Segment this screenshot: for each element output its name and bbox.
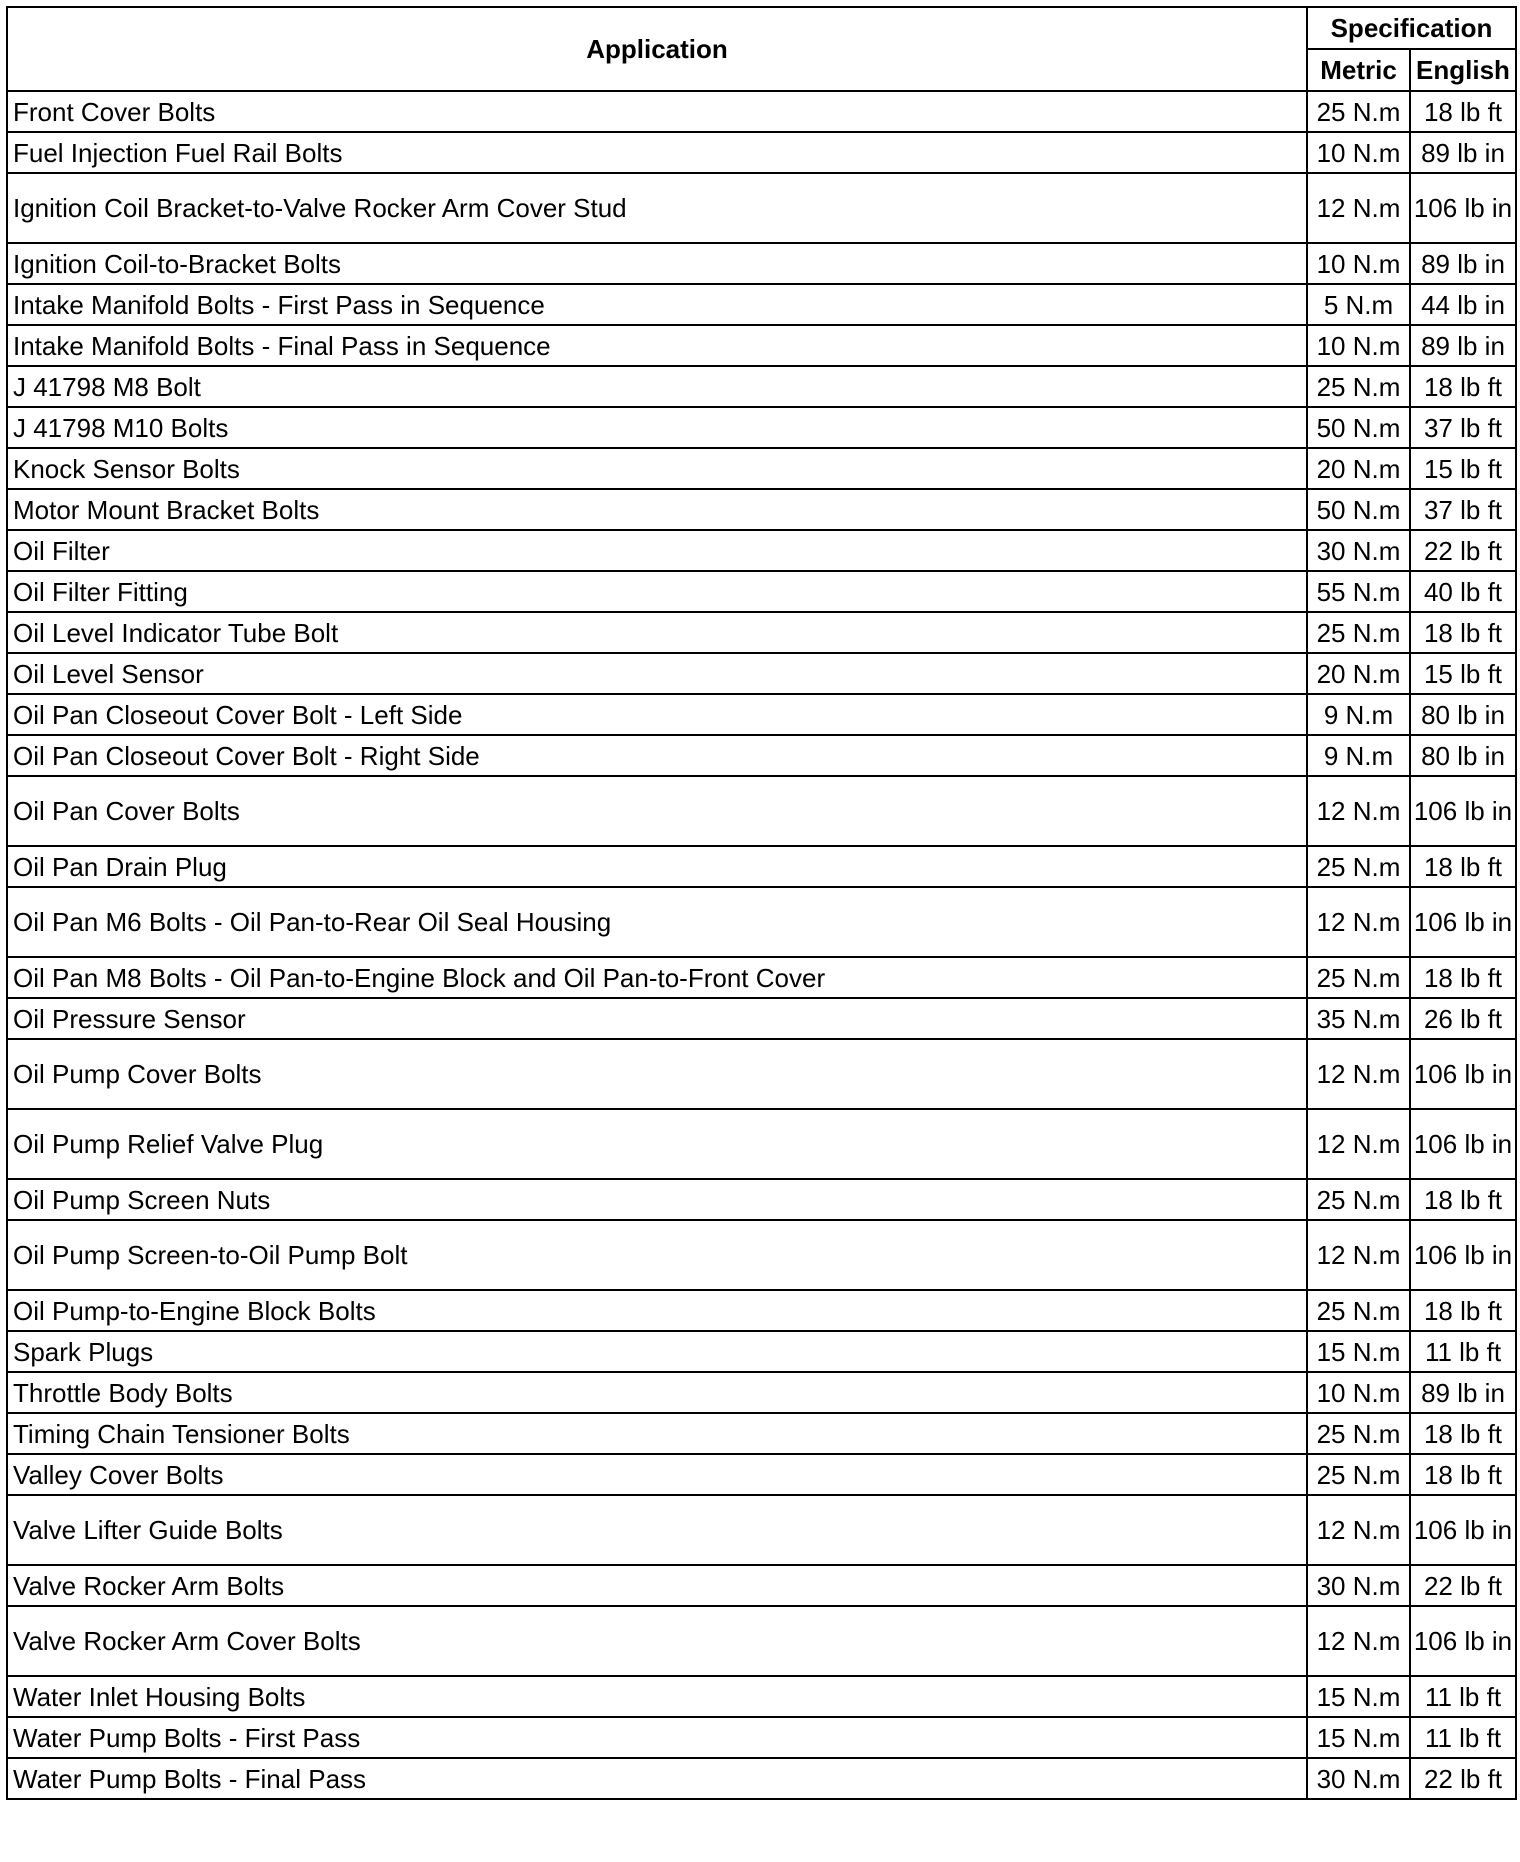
english-value-cell: 80 lb in: [1410, 694, 1516, 735]
metric-value-cell: 12 N.m: [1307, 1495, 1410, 1565]
application-cell: Valley Cover Bolts: [7, 1454, 1307, 1495]
metric-value-cell: 15 N.m: [1307, 1676, 1410, 1717]
english-value-cell: 80 lb in: [1410, 735, 1516, 776]
table-row: [7, 132, 1516, 173]
english-value-cell: 15 lb ft: [1410, 653, 1516, 694]
english-value-cell: 44 lb in: [1410, 284, 1516, 325]
metric-value-cell: 30 N.m: [1307, 1565, 1410, 1606]
table-row: [7, 571, 1516, 612]
application-cell: Knock Sensor Bolts: [7, 448, 1307, 489]
application-cell: Ignition Coil-to-Bracket Bolts: [7, 243, 1307, 284]
application-cell: Front Cover Bolts: [7, 91, 1307, 132]
english-column-header: English: [1410, 49, 1516, 91]
application-cell: Oil Filter: [7, 530, 1307, 571]
metric-column-header: Metric: [1307, 49, 1410, 91]
metric-value-cell: 35 N.m: [1307, 998, 1410, 1039]
metric-value-cell: 12 N.m: [1307, 1606, 1410, 1676]
metric-value-cell: 12 N.m: [1307, 173, 1410, 243]
table-row: [7, 91, 1516, 132]
metric-value-cell: 5 N.m: [1307, 284, 1410, 325]
english-value-cell: 106 lb in: [1410, 887, 1516, 957]
table-row: [7, 1495, 1516, 1565]
application-cell: Ignition Coil Bracket-to-Valve Rocker Arm Cover Stud: [7, 173, 1307, 243]
english-value-cell: 18 lb ft: [1410, 1290, 1516, 1331]
table-row: [7, 1290, 1516, 1331]
metric-value-cell: 25 N.m: [1307, 1454, 1410, 1495]
english-value-cell: 89 lb in: [1410, 243, 1516, 284]
table-row: [7, 243, 1516, 284]
english-value-cell: 89 lb in: [1410, 1372, 1516, 1413]
header-row-top: [7, 7, 1516, 49]
application-cell: Oil Pan Cover Bolts: [7, 776, 1307, 846]
table-row: [7, 1220, 1516, 1290]
table-row: [7, 1331, 1516, 1372]
application-cell: Water Pump Bolts - Final Pass: [7, 1758, 1307, 1799]
table-row: [7, 1039, 1516, 1109]
english-value-cell: 11 lb ft: [1410, 1331, 1516, 1372]
table-row: [7, 1676, 1516, 1717]
metric-value-cell: 12 N.m: [1307, 1039, 1410, 1109]
application-cell: Oil Filter Fitting: [7, 571, 1307, 612]
table-row: [7, 735, 1516, 776]
application-cell: Timing Chain Tensioner Bolts: [7, 1413, 1307, 1454]
table-row: [7, 776, 1516, 846]
application-cell: Oil Pan Closeout Cover Bolt - Right Side: [7, 735, 1307, 776]
metric-value-cell: 20 N.m: [1307, 448, 1410, 489]
english-value-cell: 22 lb ft: [1410, 1565, 1516, 1606]
english-value-cell: 18 lb ft: [1410, 1413, 1516, 1454]
table-row: [7, 1179, 1516, 1220]
application-cell: Valve Rocker Arm Cover Bolts: [7, 1606, 1307, 1676]
application-cell: Oil Pump-to-Engine Block Bolts: [7, 1290, 1307, 1331]
metric-value-cell: 12 N.m: [1307, 776, 1410, 846]
metric-value-cell: 25 N.m: [1307, 846, 1410, 887]
table-row: [7, 407, 1516, 448]
english-value-cell: 11 lb ft: [1410, 1717, 1516, 1758]
metric-value-cell: 10 N.m: [1307, 1372, 1410, 1413]
application-cell: Oil Pump Cover Bolts: [7, 1039, 1307, 1109]
table-row: [7, 1413, 1516, 1454]
application-cell: Oil Level Indicator Tube Bolt: [7, 612, 1307, 653]
metric-value-cell: 25 N.m: [1307, 612, 1410, 653]
metric-value-cell: 30 N.m: [1307, 1758, 1410, 1799]
english-value-cell: 18 lb ft: [1410, 957, 1516, 998]
english-value-cell: 106 lb in: [1410, 1606, 1516, 1676]
table-row: [7, 1109, 1516, 1179]
english-value-cell: 18 lb ft: [1410, 1454, 1516, 1495]
table-row: [7, 173, 1516, 243]
metric-value-cell: 50 N.m: [1307, 407, 1410, 448]
english-value-cell: 11 lb ft: [1410, 1676, 1516, 1717]
metric-value-cell: 15 N.m: [1307, 1717, 1410, 1758]
metric-value-cell: 12 N.m: [1307, 1220, 1410, 1290]
english-value-cell: 106 lb in: [1410, 173, 1516, 243]
table-row: [7, 284, 1516, 325]
metric-value-cell: 12 N.m: [1307, 887, 1410, 957]
table-row: [7, 1758, 1516, 1799]
application-cell: Fuel Injection Fuel Rail Bolts: [7, 132, 1307, 173]
english-value-cell: 106 lb in: [1410, 1109, 1516, 1179]
table-body: [7, 91, 1516, 1799]
english-value-cell: 18 lb ft: [1410, 366, 1516, 407]
application-cell: Oil Pan M6 Bolts - Oil Pan-to-Rear Oil Seal Housing: [7, 887, 1307, 957]
english-value-cell: 37 lb ft: [1410, 489, 1516, 530]
application-cell: Oil Pressure Sensor: [7, 998, 1307, 1039]
table-row: [7, 957, 1516, 998]
application-cell: Oil Pan M8 Bolts - Oil Pan-to-Engine Block and Oil Pan-to-Front Cover: [7, 957, 1307, 998]
application-cell: Intake Manifold Bolts - Final Pass in Sequence: [7, 325, 1307, 366]
metric-value-cell: 25 N.m: [1307, 1413, 1410, 1454]
table-row: [7, 1372, 1516, 1413]
table-row: [7, 694, 1516, 735]
table-row: [7, 366, 1516, 407]
application-cell: Valve Rocker Arm Bolts: [7, 1565, 1307, 1606]
application-cell: Oil Pan Closeout Cover Bolt - Left Side: [7, 694, 1307, 735]
metric-value-cell: 15 N.m: [1307, 1331, 1410, 1372]
metric-value-cell: 10 N.m: [1307, 243, 1410, 284]
english-value-cell: 89 lb in: [1410, 132, 1516, 173]
english-value-cell: 26 lb ft: [1410, 998, 1516, 1039]
application-column-header: Application: [7, 7, 1307, 91]
metric-value-cell: 12 N.m: [1307, 1109, 1410, 1179]
metric-value-cell: 30 N.m: [1307, 530, 1410, 571]
english-value-cell: 18 lb ft: [1410, 91, 1516, 132]
fastener-spec-table: [6, 6, 1517, 1800]
table-row: [7, 846, 1516, 887]
table-row: [7, 1454, 1516, 1495]
metric-value-cell: 25 N.m: [1307, 1290, 1410, 1331]
application-cell: Water Pump Bolts - First Pass: [7, 1717, 1307, 1758]
table-row: [7, 1606, 1516, 1676]
table-header: [7, 7, 1516, 91]
specification-column-header: Specification: [1307, 7, 1516, 49]
table-row: [7, 653, 1516, 694]
metric-value-cell: 25 N.m: [1307, 957, 1410, 998]
english-value-cell: 40 lb ft: [1410, 571, 1516, 612]
application-cell: Oil Pan Drain Plug: [7, 846, 1307, 887]
english-value-cell: 106 lb in: [1410, 1495, 1516, 1565]
table-row: [7, 1717, 1516, 1758]
english-value-cell: 22 lb ft: [1410, 530, 1516, 571]
metric-value-cell: 20 N.m: [1307, 653, 1410, 694]
english-value-cell: 106 lb in: [1410, 1039, 1516, 1109]
english-value-cell: 22 lb ft: [1410, 1758, 1516, 1799]
application-cell: Valve Lifter Guide Bolts: [7, 1495, 1307, 1565]
application-cell: Motor Mount Bracket Bolts: [7, 489, 1307, 530]
english-value-cell: 15 lb ft: [1410, 448, 1516, 489]
english-value-cell: 18 lb ft: [1410, 846, 1516, 887]
table-row: [7, 998, 1516, 1039]
table-row: [7, 448, 1516, 489]
table-row: [7, 1565, 1516, 1606]
application-cell: Water Inlet Housing Bolts: [7, 1676, 1307, 1717]
english-value-cell: 37 lb ft: [1410, 407, 1516, 448]
application-cell: Intake Manifold Bolts - First Pass in Sequence: [7, 284, 1307, 325]
metric-value-cell: 25 N.m: [1307, 366, 1410, 407]
metric-value-cell: 55 N.m: [1307, 571, 1410, 612]
english-value-cell: 106 lb in: [1410, 776, 1516, 846]
application-cell: J 41798 M8 Bolt: [7, 366, 1307, 407]
application-cell: Throttle Body Bolts: [7, 1372, 1307, 1413]
table-row: [7, 530, 1516, 571]
metric-value-cell: 10 N.m: [1307, 132, 1410, 173]
metric-value-cell: 50 N.m: [1307, 489, 1410, 530]
english-value-cell: 89 lb in: [1410, 325, 1516, 366]
application-cell: Oil Level Sensor: [7, 653, 1307, 694]
metric-value-cell: 25 N.m: [1307, 1179, 1410, 1220]
table-row: [7, 612, 1516, 653]
english-value-cell: 106 lb in: [1410, 1220, 1516, 1290]
application-cell: J 41798 M10 Bolts: [7, 407, 1307, 448]
metric-value-cell: 25 N.m: [1307, 91, 1410, 132]
english-value-cell: 18 lb ft: [1410, 612, 1516, 653]
metric-value-cell: 9 N.m: [1307, 735, 1410, 776]
metric-value-cell: 9 N.m: [1307, 694, 1410, 735]
application-cell: Oil Pump Screen Nuts: [7, 1179, 1307, 1220]
application-cell: Spark Plugs: [7, 1331, 1307, 1372]
metric-value-cell: 10 N.m: [1307, 325, 1410, 366]
table-row: [7, 325, 1516, 366]
english-value-cell: 18 lb ft: [1410, 1179, 1516, 1220]
table-row: [7, 489, 1516, 530]
application-cell: Oil Pump Relief Valve Plug: [7, 1109, 1307, 1179]
application-cell: Oil Pump Screen-to-Oil Pump Bolt: [7, 1220, 1307, 1290]
table-row: [7, 887, 1516, 957]
